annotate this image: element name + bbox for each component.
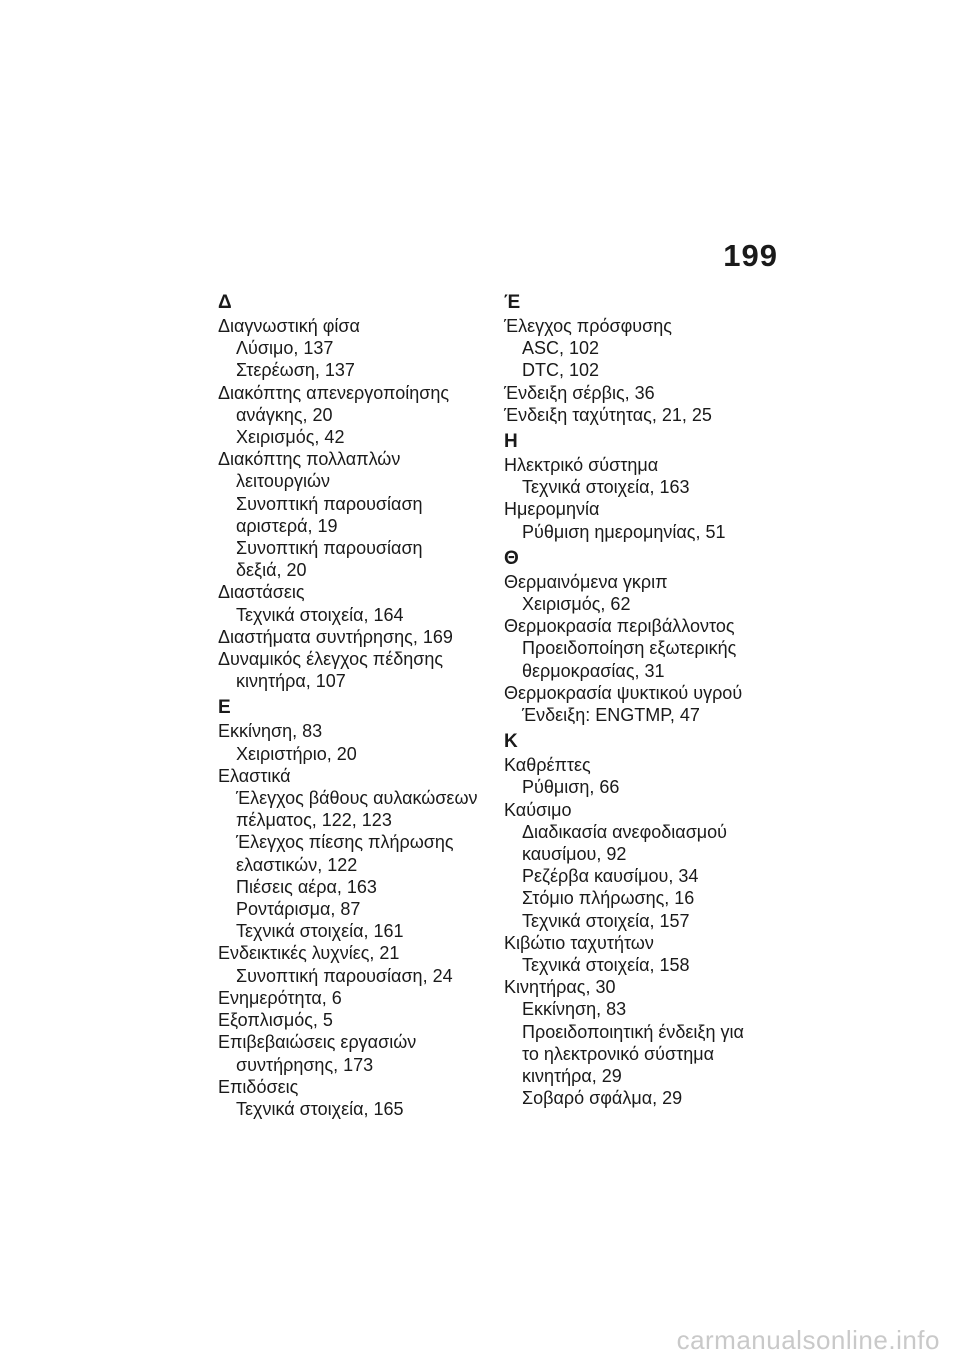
- index-entry: Ενδεικτικές λυχνίες, 21: [218, 943, 400, 964]
- index-entry: Εκκίνηση, 83: [218, 721, 323, 742]
- index-entry: Διαστήματα συντήρησης, 169: [218, 626, 453, 647]
- index-entry: Θερμοκρασία ψυκτικού υγρού: [504, 682, 743, 703]
- index-subentry: Στόμιο πλήρωσης, 16: [522, 888, 695, 909]
- index-entry: Ενημερότητα, 6: [218, 987, 342, 1008]
- index-subentry: Χειρισμός, 42: [236, 427, 345, 448]
- index-entry: Διακόπτης απενεργοποίησης: [218, 382, 450, 403]
- index-subentry: ελαστικών, 122: [236, 854, 358, 875]
- index-section: [504, 293, 774, 426]
- index-subentry: Τεχνικά στοιχεία, 158: [522, 955, 690, 976]
- index-subentry: Τεχνικά στοιχεία, 165: [236, 1098, 404, 1119]
- index-subentry: Τεχνικά στοιχεία, 161: [236, 921, 404, 942]
- index-column-left: [218, 293, 488, 1126]
- index-subentry: Ροντάρισμα, 87: [236, 899, 361, 920]
- index-subentry: Έλεγχος βάθους αυλακώσεων: [236, 788, 478, 809]
- index-subentry: Ρύθμιση ημερομηνίας, 51: [522, 521, 726, 542]
- index-subentry: Διαδικασία ανεφοδιασμού: [522, 821, 728, 842]
- index-entry: Θερμοκρασία περιβάλλοντος: [504, 616, 735, 637]
- index-subentry: καυσίμου, 92: [522, 844, 627, 865]
- index-subentry: Εκκίνηση, 83: [522, 999, 627, 1020]
- section-letter: Δ: [218, 292, 232, 313]
- index-subentry: πέλματος, 122, 123: [236, 810, 392, 831]
- index-section: [504, 549, 774, 726]
- index-column-right: [504, 293, 774, 1116]
- index-subentry: Συνοπτική παρουσίαση, 24: [236, 965, 453, 986]
- index-subentry: Ρεζέρβα καυσίμου, 34: [522, 866, 699, 887]
- index-subentry: ανάγκης, 20: [236, 404, 333, 425]
- index-entry: Επιβεβαιώσεις εργασιών: [218, 1032, 417, 1053]
- index-subentry: Συνοπτική παρουσίαση: [236, 493, 423, 514]
- section-letter: Ε: [218, 697, 231, 719]
- index-entry: Ένδειξη σέρβις, 36: [504, 382, 655, 403]
- index-entry: Έλεγχος πρόσφυσης: [504, 316, 672, 336]
- index-subentry: Χειρισμός, 62: [522, 594, 631, 615]
- index-entry: Εξοπλισμός, 5: [218, 1010, 333, 1031]
- page-number: 199: [723, 238, 778, 273]
- index-subentry: κινητήρα, 29: [522, 1066, 622, 1087]
- index-subentry: Στερέωση, 137: [236, 360, 355, 381]
- index-subentry: Τεχνικά στοιχεία, 164: [236, 604, 404, 625]
- index-entry: Ένδειξη ταχύτητας, 21, 25: [504, 404, 712, 425]
- index-section: [504, 732, 774, 1109]
- section-letter: Έ: [504, 292, 521, 313]
- index-subentry: το ηλεκτρονικό σύστημα: [522, 1043, 715, 1064]
- index-entry: Διακόπτης πολλαπλών: [218, 449, 401, 470]
- index-section: [218, 698, 488, 1120]
- index-entry: Καθρέπτες: [504, 755, 591, 776]
- index-subentry: Ρύθμιση, 66: [522, 777, 620, 798]
- index-section: [504, 432, 774, 543]
- index-subentry: δεξιά, 20: [236, 560, 307, 581]
- index-entry: Ημερομηνία: [504, 499, 600, 520]
- index-subentry: Σοβαρό σφάλμα, 29: [522, 1088, 683, 1109]
- index-entry: Ελαστικά: [218, 765, 291, 786]
- index-entry: Κιβώτιο ταχυτήτων: [504, 932, 654, 953]
- index-entry: Θερμαινόμενα γκριπ: [504, 571, 668, 592]
- index-subentry: Προειδοποιητική ένδειξη για: [522, 1021, 744, 1042]
- index-subentry: Προειδοποίηση εξωτερικής: [522, 638, 737, 659]
- index-subentry: αριστερά, 19: [236, 515, 338, 536]
- index-entry: Κινητήρας, 30: [504, 977, 616, 998]
- index-subentry: θερμοκρασίας, 31: [522, 660, 665, 681]
- index-entry: Δυναμικός έλεγχος πέδησης: [218, 649, 444, 670]
- index-subentry: Τεχνικά στοιχεία, 163: [522, 477, 690, 498]
- index-subentry: Έλεγχος πίεσης πλήρωσης: [236, 832, 454, 853]
- index-subentry: λειτουργιών: [236, 471, 331, 492]
- index-subentry: Χειριστήριο, 20: [236, 743, 357, 764]
- index-subentry: Λύσιμο, 137: [236, 338, 334, 359]
- index-subentry: συντήρησης, 173: [236, 1054, 374, 1075]
- index-subentry: DTC, 102: [522, 360, 600, 381]
- index-subentry: κινητήρα, 107: [236, 671, 346, 692]
- index-subentry: Πιέσεις αέρα, 163: [236, 876, 377, 897]
- index-section: [218, 293, 488, 692]
- index-entry: Ηλεκτρικό σύστημα: [504, 455, 659, 476]
- section-letter: Θ: [504, 547, 519, 569]
- index-subentry: Ένδειξη: ENGTMP, 47: [522, 705, 700, 726]
- watermark-text: carmanualsonline.info: [676, 1325, 940, 1355]
- index-subentry: ASC, 102: [522, 338, 600, 359]
- index-entry: Καύσιμο: [504, 799, 572, 820]
- index-entry: Διαγνωστική φίσα: [218, 316, 360, 336]
- index-entry: Διαστάσεις: [218, 582, 305, 603]
- index-subentry: Συνοπτική παρουσίαση: [236, 538, 423, 559]
- section-letter: Η: [504, 431, 518, 453]
- index-subentry: Τεχνικά στοιχεία, 157: [522, 910, 690, 931]
- section-letter: Κ: [504, 731, 518, 753]
- index-entry: Επιδόσεις: [218, 1076, 299, 1097]
